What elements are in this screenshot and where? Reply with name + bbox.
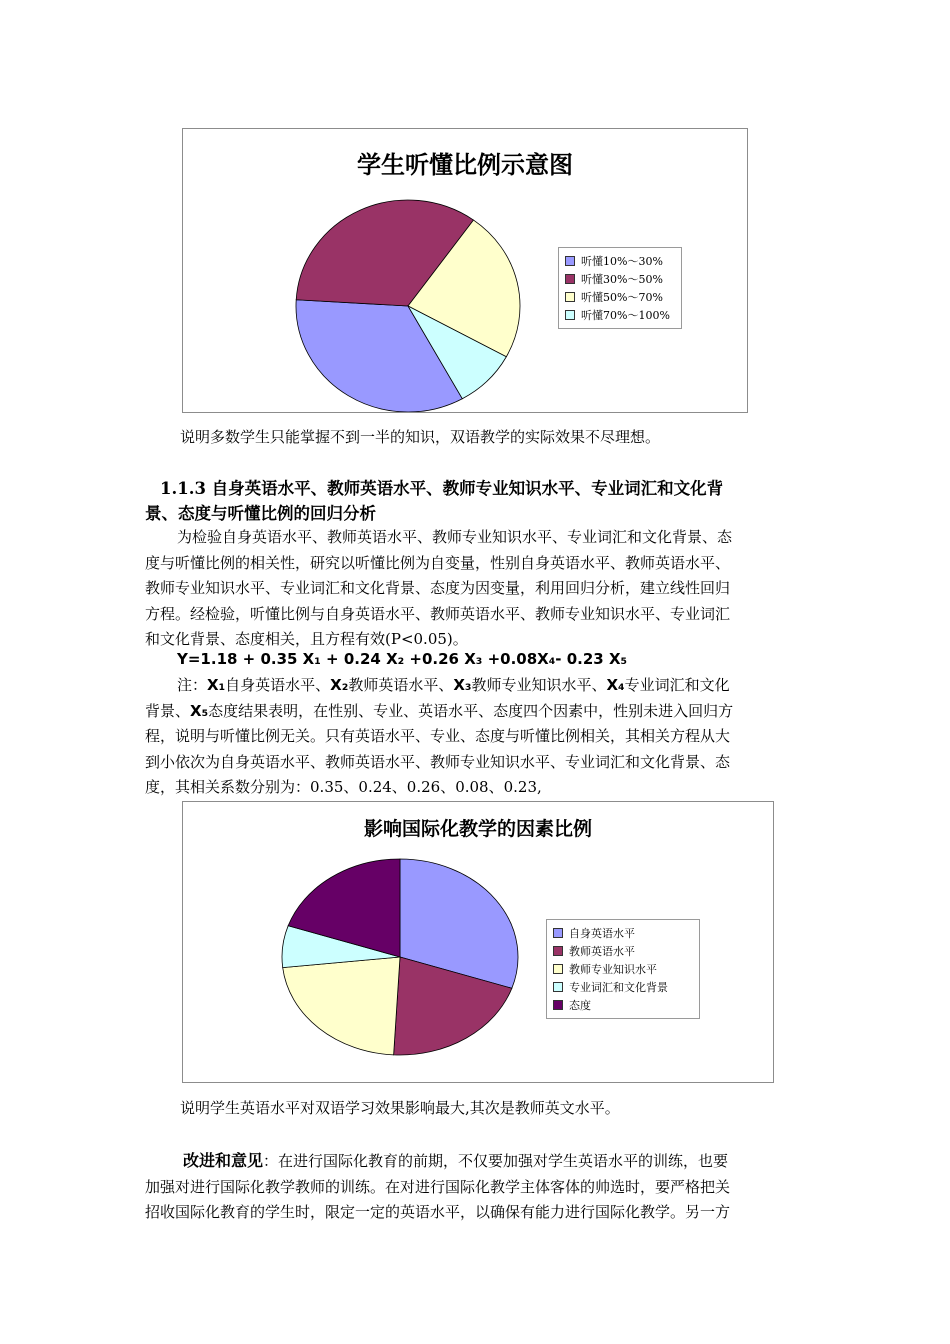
var-x3: X₃	[453, 676, 472, 694]
legend-swatch	[553, 964, 563, 974]
legend-label: 听懂10%～30%	[581, 255, 663, 268]
legend-swatch	[565, 310, 575, 320]
note-text: 教师专业知识水平、	[471, 676, 607, 694]
legend-label: 专业词汇和文化背景	[569, 981, 668, 994]
note-text: 态度结果表明，在性别、专业、英语水平、态度四个因素中，性别未进入回归方	[208, 701, 734, 720]
text-line: 为检验自身英语水平、教师英语水平、教师专业知识水平、专业词汇和文化背景、态	[177, 528, 733, 546]
legend-swatch	[553, 928, 563, 938]
legend-item	[565, 306, 675, 324]
chart-1-caption: 说明多数学生只能掌握不到一半的知识，双语教学的实际效果不尽理想。	[180, 428, 661, 446]
legend-label: 听懂30%～50%	[581, 273, 663, 286]
legend-label: 教师专业知识水平	[569, 963, 657, 976]
legend-label: 态度	[569, 999, 591, 1012]
chart-1-legend	[558, 247, 682, 329]
legend-item	[553, 960, 693, 978]
chart-1	[182, 128, 748, 413]
legend-swatch	[565, 256, 575, 266]
var-x4: X₄	[606, 676, 625, 694]
legend-swatch	[565, 292, 575, 302]
improve-line-1	[145, 1148, 825, 1175]
var-x5: X₅	[190, 701, 209, 720]
note-prefix: 注：	[177, 676, 208, 694]
legend-label: 自身英语水平	[569, 927, 635, 940]
paragraph-improvement	[145, 1148, 825, 1226]
text-line: 和文化背景、态度相关，且方程有效(P<0.05)。	[145, 630, 468, 648]
text-line: 度，其相关系数分别为：0.35、0.24、0.26、0.08、0.23,	[145, 778, 542, 796]
legend-item	[565, 252, 675, 270]
paragraph-regression	[145, 525, 825, 653]
section-heading-cont	[145, 501, 376, 526]
legend-swatch	[565, 274, 575, 284]
text-line: 到小依次为自身英语水平、教师英语水平、教师专业知识水平、专业词汇和文化背景、态	[145, 752, 731, 771]
note-text: 自身英语水平、	[225, 676, 331, 694]
legend-label: 教师英语水平	[569, 945, 635, 958]
legend-label: 听懂70%～100%	[581, 309, 670, 322]
heading-line-1: 1.1.3 自身英语水平、教师英语水平、教师专业知识水平、专业词汇和文化背	[160, 479, 724, 498]
text-line: 招收国际化教育的学生时，限定一定的英语水平，以确保有能力进行国际化教学。另一方	[145, 1203, 731, 1221]
chart-1-title: 学生听懂比例示意图	[357, 151, 573, 179]
legend-swatch	[553, 1000, 563, 1010]
note-text: 背景、	[145, 701, 191, 720]
text-line: 度与听懂比例的相关性，研究以听懂比例为自变量，性别自身英语水平、教师英语水平、	[145, 553, 731, 572]
improve-colon: ：	[263, 1152, 279, 1170]
legend-item	[553, 924, 693, 942]
note-text: 专业词汇和文化	[624, 676, 730, 694]
legend-swatch	[553, 946, 563, 956]
improve-text: 在进行国际化教育的前期，不仅要加强对学生英语水平的训练，也要	[278, 1152, 729, 1170]
chart-2-caption: 说明学生英语水平对双语学习效果影响最大,其次是教师英文水平。	[180, 1099, 620, 1117]
var-x2: X₂	[330, 676, 349, 694]
chart-2-title: 影响国际化教学的因素比例	[363, 818, 592, 840]
regression-formula: Y=1.18 + 0.35 X₁ + 0.24 X₂ +0.26 X₃ +0.08X₄- 0.23 X₅	[177, 650, 628, 668]
text-line: 方程。经检验，听懂比例与自身英语水平、教师英语水平、教师专业知识水平、专业词汇	[145, 604, 731, 623]
legend-item	[565, 288, 675, 306]
legend-item	[553, 978, 693, 996]
text-line: 程，说明与听懂比例无关。只有英语水平、专业、态度与听懂比例相关，其相关方程从大	[145, 727, 731, 745]
note-text: 教师英语水平、	[348, 676, 454, 694]
improve-label: 改进和意见	[183, 1151, 264, 1170]
var-x1: X₁	[207, 676, 226, 694]
legend-item	[565, 270, 675, 288]
text-line: 教师专业知识水平、专业词汇和文化背景、态度为因变量，利用回归分析，建立线性回归	[145, 579, 731, 597]
note-line-1	[145, 673, 825, 699]
text-line: 加强对进行国际化教学教师的训练。在对进行国际化教学主体客体的帅选时，要严格把关	[145, 1177, 731, 1196]
note-line-2	[145, 699, 825, 725]
chart-2	[182, 801, 774, 1083]
legend-item	[553, 996, 693, 1014]
legend-item	[553, 942, 693, 960]
chart-2-legend	[546, 919, 700, 1019]
pie-slice-3	[283, 957, 400, 1055]
heading-line-2: 景、态度与听懂比例的回归分析	[145, 504, 376, 523]
legend-swatch	[553, 982, 563, 992]
section-heading	[160, 476, 820, 501]
paragraph-note	[145, 673, 825, 801]
legend-label: 听懂50%～70%	[581, 291, 663, 304]
